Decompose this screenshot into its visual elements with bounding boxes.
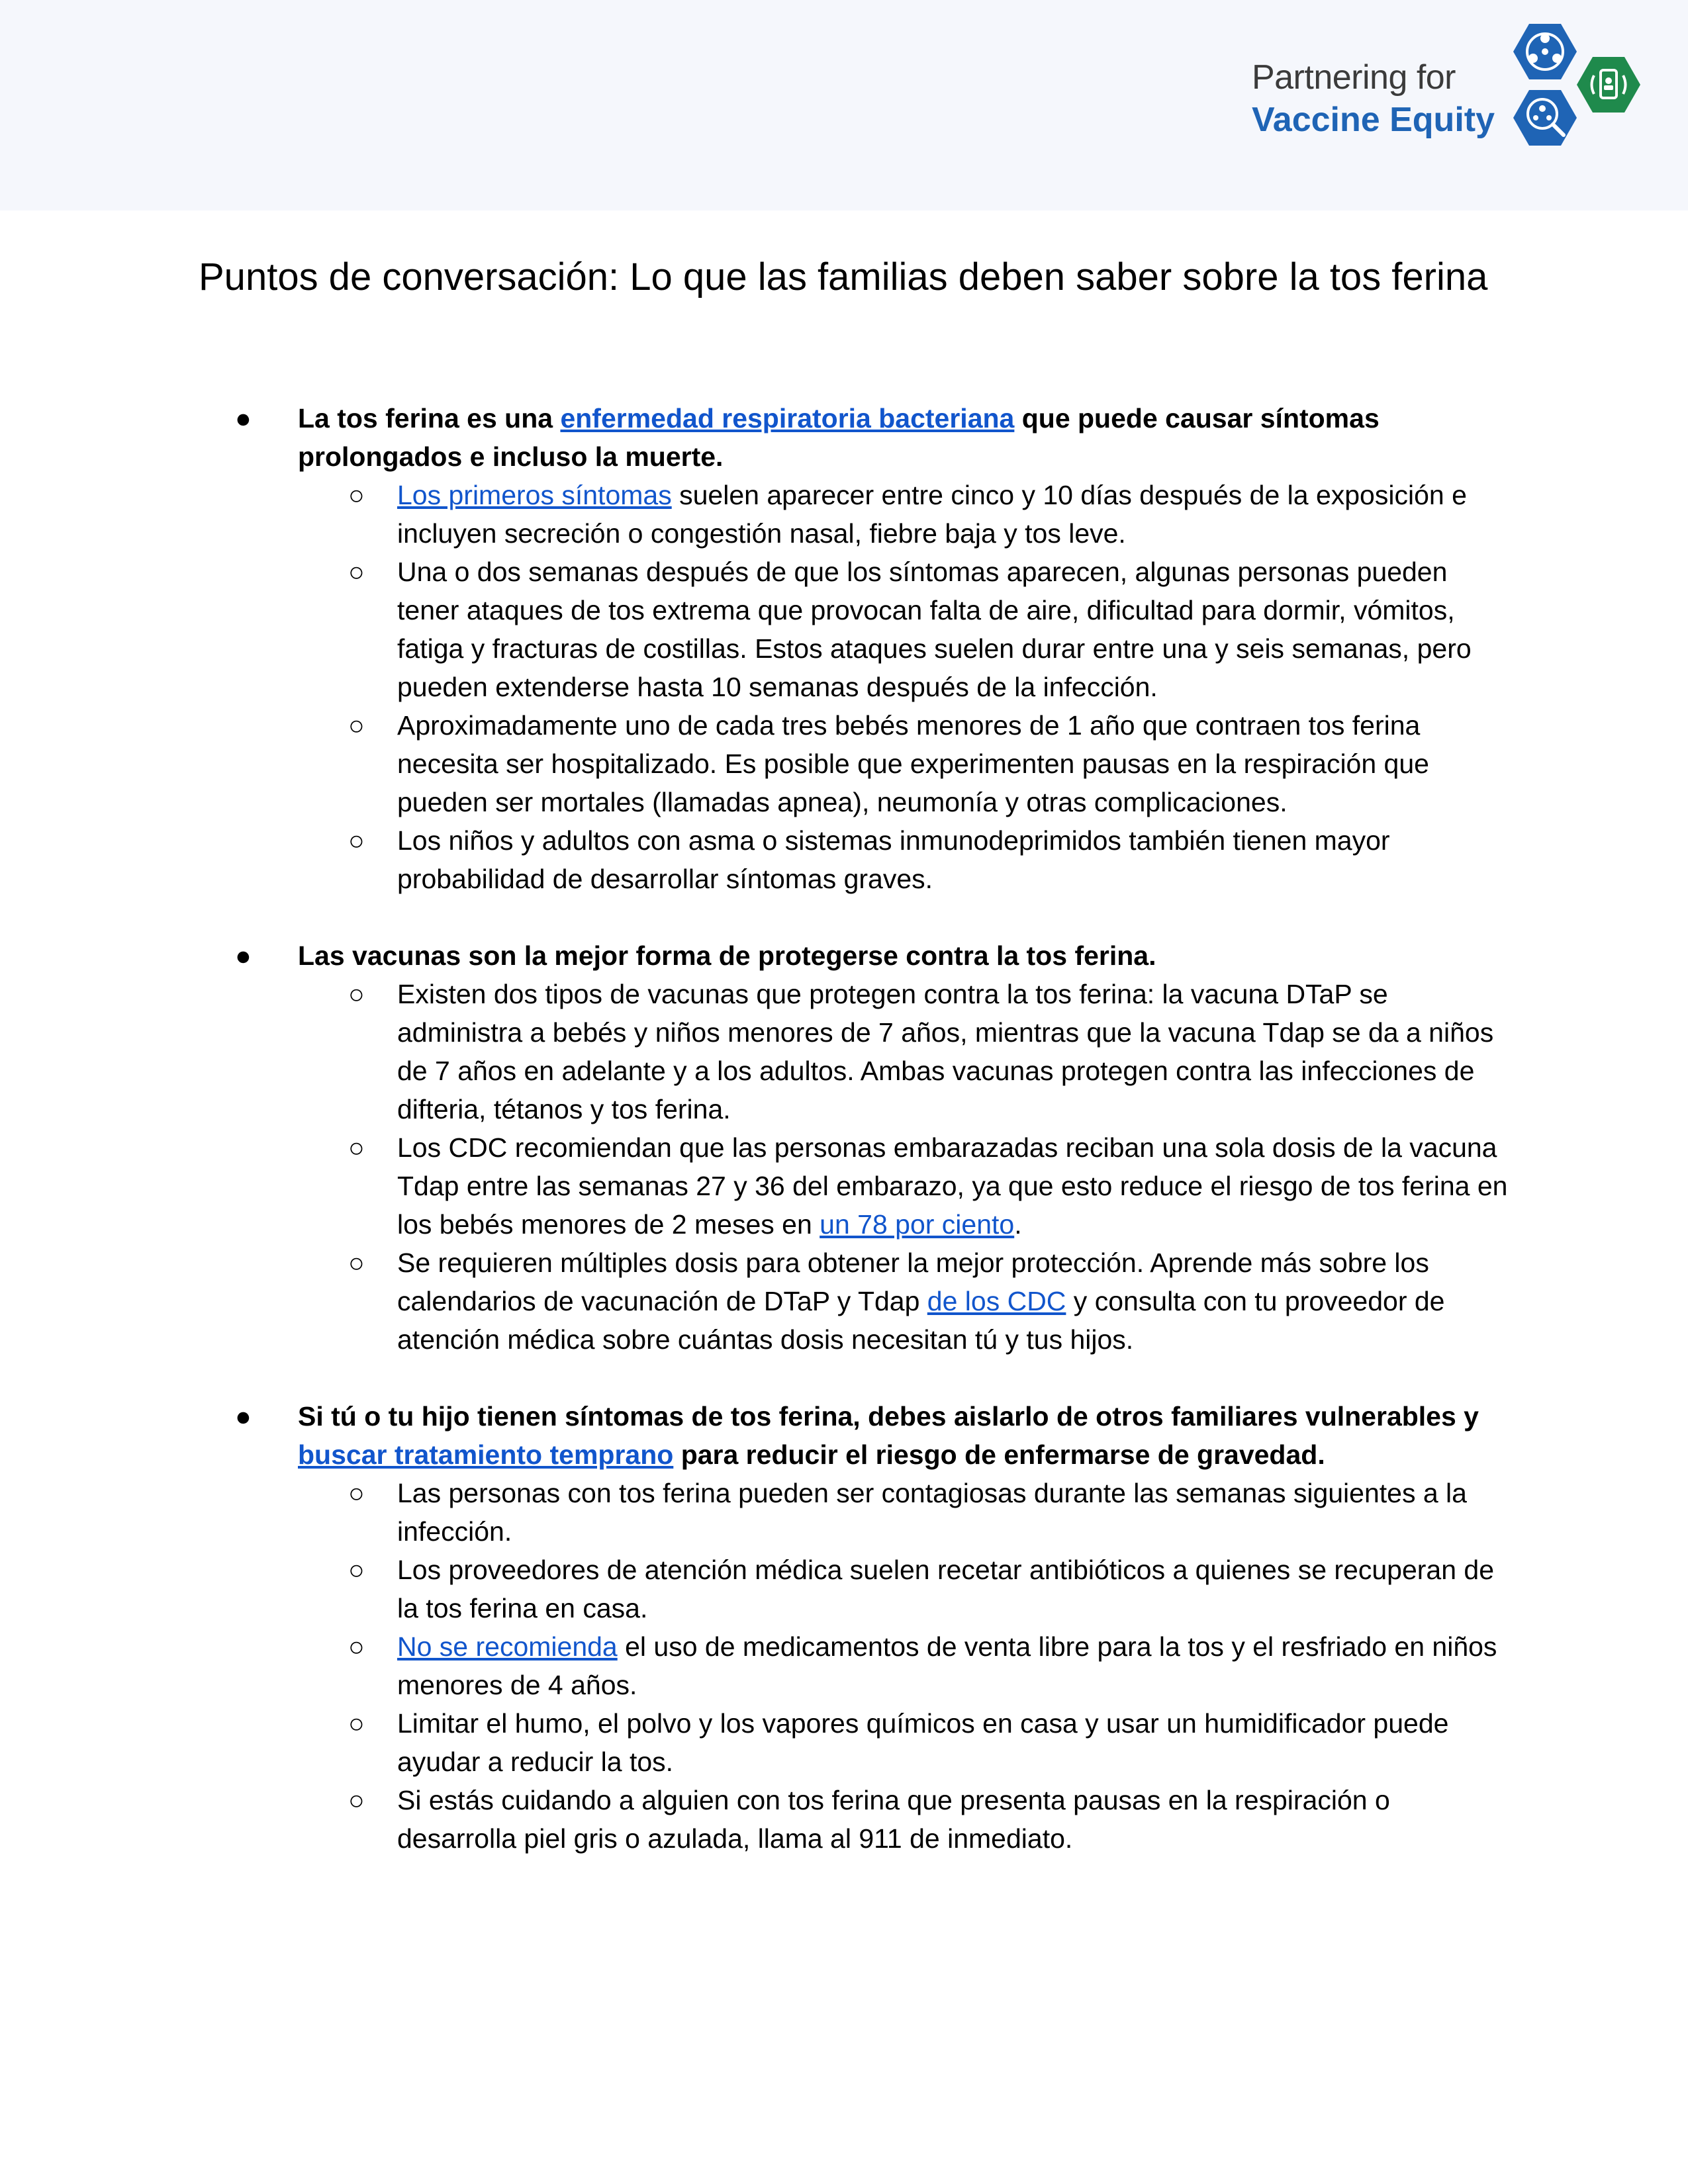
sub-list <box>199 1474 1509 1858</box>
list-item-text: el uso de medicamentos de venta libre para la tos y el resfriado en niños menores de 4 años. <box>397 1631 1497 1700</box>
people-search-icon <box>1513 90 1577 146</box>
list-item-text: Los proveedores de atención médica suelen recetar antibióticos a quienes se recuperan de la tos ferina en casa. <box>397 1555 1494 1623</box>
bullet-icon: ● <box>235 940 252 971</box>
sub-list <box>199 476 1509 898</box>
list-item <box>199 1704 1509 1781</box>
talking-points <box>199 399 1509 1896</box>
section-pertussis-disease <box>199 399 1509 898</box>
mobile-phone-icon <box>1577 57 1640 113</box>
circle-bullet-icon: ○ <box>348 710 365 741</box>
list-item-text: y consulta con tu proveedor de atención médica sobre cuántas dosis necesitan tú y tus hijos. <box>397 1286 1445 1355</box>
circle-bullet-icon: ○ <box>348 1555 365 1585</box>
sub-list <box>199 975 1509 1359</box>
list-item <box>199 1474 1509 1551</box>
circle-bullet-icon: ○ <box>348 1248 365 1278</box>
list-item <box>199 1627 1509 1704</box>
list-item-text: Limitar el humo, el polvo y los vapores químicos en casa y usar un humidificador puede ayudar a reducir la tos. <box>397 1708 1449 1777</box>
circle-bullet-icon: ○ <box>348 1785 365 1815</box>
circle-bullet-icon: ○ <box>348 825 365 856</box>
list-item <box>199 975 1509 1128</box>
main-point-text: Las vacunas son la mejor forma de protegerse contra la tos ferina. <box>298 940 1156 971</box>
page-title: Puntos de conversación: Lo que las familias deben saber sobre la tos ferina <box>199 255 1488 298</box>
list-item <box>199 1244 1509 1359</box>
list-item-text: Se requieren múltiples dosis para obtener la mejor protección. Aprende más sobre los calendarios de vacunación de DTaP y Tdap <box>397 1248 1429 1316</box>
header-band <box>0 0 1688 210</box>
list-item-text: suelen aparecer entre cinco y 10 días después de la exposición e incluyen secreción o congestión nasal, fiebre baja y tos leve. <box>397 480 1467 549</box>
circle-bullet-icon: ○ <box>348 1132 365 1163</box>
list-item-text: Una o dos semanas después de que los síntomas aparecen, algunas personas pueden tener ataques de tos extrema que provocan falta de aire, dificultad para dormir, vómitos, fatiga y fracturas de costillas. Estos ataques suelen durar entre una y seis semanas, pero pueden extenderse hasta 10 semanas después de la infección. <box>397 557 1472 702</box>
main-point <box>199 399 1509 476</box>
main-point-text: La tos ferina es una <box>298 403 561 433</box>
people-network-icon <box>1513 24 1577 79</box>
main-point <box>199 1397 1509 1474</box>
list-item <box>199 476 1509 553</box>
circle-bullet-icon: ○ <box>348 557 365 587</box>
brand-wordmark <box>1252 57 1495 142</box>
circle-bullet-icon: ○ <box>348 1478 365 1508</box>
main-point-text: para reducir el riesgo de enfermarse de gravedad. <box>673 1439 1325 1470</box>
list-item <box>199 553 1509 706</box>
circle-bullet-icon: ○ <box>348 1708 365 1739</box>
brand-line2: Vaccine Equity <box>1251 101 1495 139</box>
main-point-text: que puede causar síntomas prolongados e incluso la muerte. <box>298 403 1380 472</box>
list-item-text: Existen dos tipos de vacunas que protegen contra la tos ferina: la vacuna DTaP se administra a bebés y niños menores de 7 años, mientras que la vacuna Tdap se da a niños de 7 años en adelante y a los adultos. Ambas vacunas protegen contra las infecciones de difteria, tétanos y tos ferina. <box>397 979 1494 1124</box>
bullet-icon: ● <box>235 403 252 433</box>
link-buscar-tratamiento[interactable]: buscar tratamiento temprano <box>298 1439 674 1470</box>
list-item <box>199 706 1509 821</box>
link-no-se-recomienda[interactable]: No se recomienda <box>397 1631 618 1662</box>
link-de-los-cdc[interactable]: de los CDC <box>927 1286 1066 1316</box>
list-item <box>199 1781 1509 1858</box>
brand-line1: Partnering for <box>1251 58 1456 97</box>
list-item-text: Las personas con tos ferina pueden ser contagiosas durante las semanas siguientes a la infección. <box>397 1478 1467 1547</box>
list-item <box>199 1128 1509 1244</box>
list-item-text: . <box>1014 1209 1022 1240</box>
list-item-text: Aproximadamente uno de cada tres bebés menores de 1 año que contraen tos ferina necesita ser hospitalizado. Es posible que experimenten pausas en la respiración que pueden ser mortales (llamadas apnea), neumonía y otras complicaciones. <box>397 710 1429 817</box>
list-item-text: Si estás cuidando a alguien con tos ferina que presenta pausas en la respiración o desarrolla piel gris o azulada, llama al 911 de inmediato. <box>397 1785 1390 1854</box>
list-item-text: Los CDC recomiendan que las personas embarazadas reciban una sola dosis de la vacuna Tdap entre las semanas 27 y 36 del embarazo, ya que esto reduce el riesgo de tos ferina en los bebés menores de 2 meses en <box>397 1132 1508 1240</box>
pve-logo <box>1495 19 1660 184</box>
section-vaccines <box>199 936 1509 1359</box>
link-primeros-sintomas[interactable]: Los primeros síntomas <box>397 480 672 510</box>
circle-bullet-icon: ○ <box>348 979 365 1009</box>
bullet-icon: ● <box>235 1401 252 1432</box>
list-item <box>199 1551 1509 1627</box>
link-enfermedad-respiratoria[interactable]: enfermedad respiratoria bacteriana <box>560 403 1015 433</box>
circle-bullet-icon: ○ <box>348 480 365 510</box>
link-78-por-ciento[interactable]: un 78 por ciento <box>820 1209 1015 1240</box>
list-item-text: Los niños y adultos con asma o sistemas inmunodeprimidos también tienen mayor probabilidad de desarrollar síntomas graves. <box>397 825 1390 894</box>
main-point <box>199 936 1509 975</box>
section-treatment <box>199 1397 1509 1858</box>
list-item <box>199 821 1509 898</box>
circle-bullet-icon: ○ <box>348 1631 365 1662</box>
main-point-text: Si tú o tu hijo tienen síntomas de tos ferina, debes aislarlo de otros familiares vulnerables y <box>298 1401 1479 1432</box>
